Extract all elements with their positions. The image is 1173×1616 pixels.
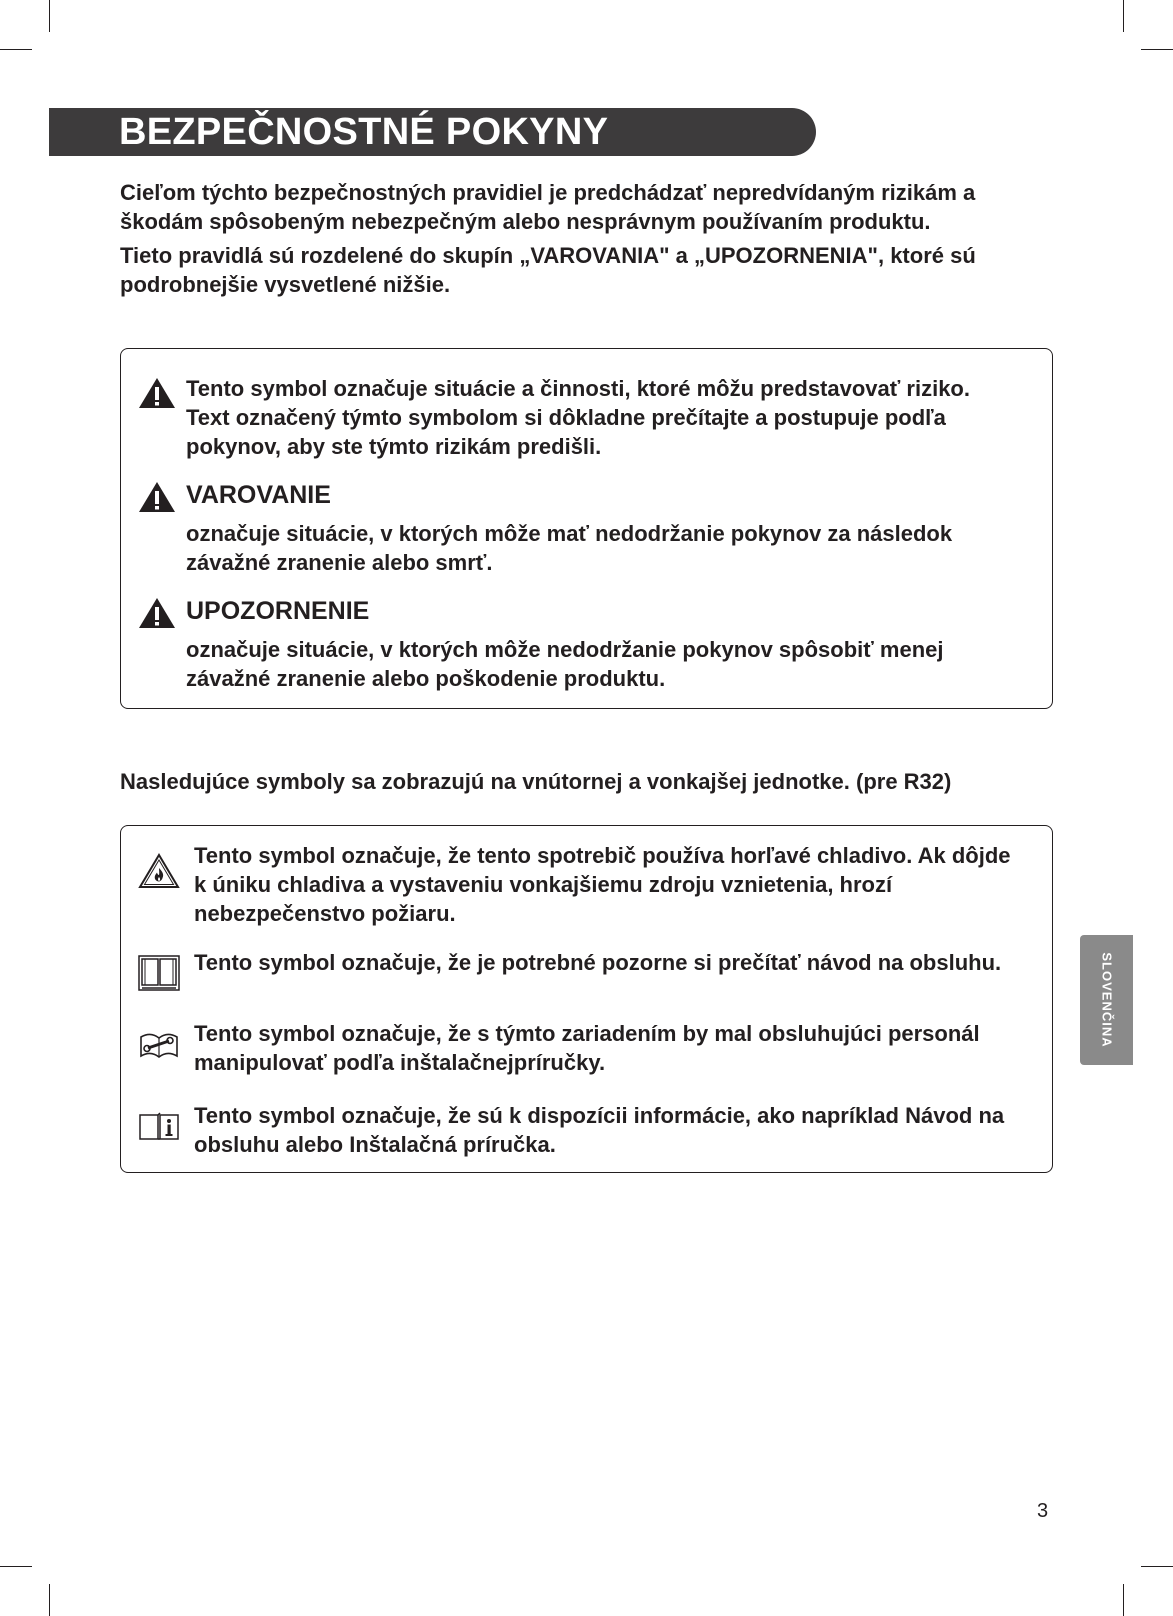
crop-mark bbox=[0, 1566, 32, 1567]
warning-triangle-icon bbox=[138, 597, 176, 629]
caution-heading: UPOZORNENIE bbox=[186, 597, 370, 625]
info-symbol-description: Tento symbol označuje, že sú k dispozícii informácie, ako napríklad Návod na obsluhu alebo Inštalačná príručka. bbox=[194, 1103, 1005, 1157]
manual-symbol-description: Tento symbol označuje, že je potrebné pozorne si prečítať návod na obsluhu. bbox=[194, 950, 1002, 975]
crop-mark bbox=[1141, 1566, 1173, 1567]
warning-definitions-box bbox=[120, 348, 1053, 709]
page-title: BEZPEČNOSTNÉ POKYNY bbox=[119, 111, 609, 153]
service-symbol-description: Tento symbol označuje, že s týmto zariadením by mal obsluhujúci personál manipulovať podľa inštalačnejpríručky. bbox=[194, 1021, 980, 1075]
alert-symbol-description: Tento symbol označuje situácie a činnosti, ktoré môžu predstavovať riziko. Text označený týmto symbolom si dôkladne prečítajte a postupuje podľa pokynov, aby ste týmto rizikám predišli. bbox=[186, 376, 970, 459]
intro-section bbox=[120, 178, 1060, 299]
warning-heading: VAROVANIE bbox=[186, 481, 331, 509]
flammable-refrigerant-icon bbox=[138, 853, 180, 889]
warning-triangle-icon bbox=[138, 481, 176, 513]
page-number: 3 bbox=[1037, 1500, 1049, 1522]
crop-mark bbox=[0, 49, 32, 50]
operation-manual-icon bbox=[138, 954, 180, 992]
unit-symbols-box bbox=[120, 825, 1053, 1173]
service-manual-icon bbox=[138, 1029, 180, 1059]
caution-description: označuje situácie, v ktorých môže nedodržanie pokynov spôsobiť menej závažné zranenie alebo poškodenie produktu. bbox=[186, 637, 944, 691]
information-manual-icon bbox=[138, 1111, 180, 1141]
crop-mark bbox=[1123, 0, 1124, 32]
warning-triangle-icon bbox=[138, 377, 176, 409]
intro-paragraph-2: Tieto pravidlá sú rozdelené do skupín „VAROVANIA" a „UPOZORNENIA", ktoré sú podrobnejšie vysvetlené nižšie. bbox=[120, 243, 976, 297]
section-title-bar bbox=[49, 108, 816, 156]
crop-mark bbox=[1123, 1584, 1124, 1616]
language-label: SLOVENČINA bbox=[1099, 952, 1114, 1048]
crop-mark bbox=[49, 1584, 50, 1616]
symbols-lead-text: Nasledujúce symboly sa zobrazujú na vnútornej a vonkajšej jednotke. (pre R32) bbox=[120, 769, 952, 794]
crop-mark bbox=[49, 0, 50, 32]
flammable-symbol-description: Tento symbol označuje, že tento spotrebič používa horľavé chladivo. Ak dôjde k úniku chladiva a vystaveniu vonkajšiemu zdroju vznietenia, hrozí nebezpečenstvo požiaru. bbox=[194, 843, 1011, 926]
warning-description: označuje situácie, v ktorých môže mať nedodržanie pokynov za následok závažné zranenie alebo smrť. bbox=[186, 521, 953, 575]
intro-paragraph-1: Cieľom týchto bezpečnostných pravidiel je predchádzať nepredvídaným rizikám a škodám spôsobeným nebezpečným alebo nesprávnym používaním produktu. bbox=[120, 180, 976, 234]
language-tab bbox=[1080, 935, 1133, 1065]
crop-mark bbox=[1141, 49, 1173, 50]
